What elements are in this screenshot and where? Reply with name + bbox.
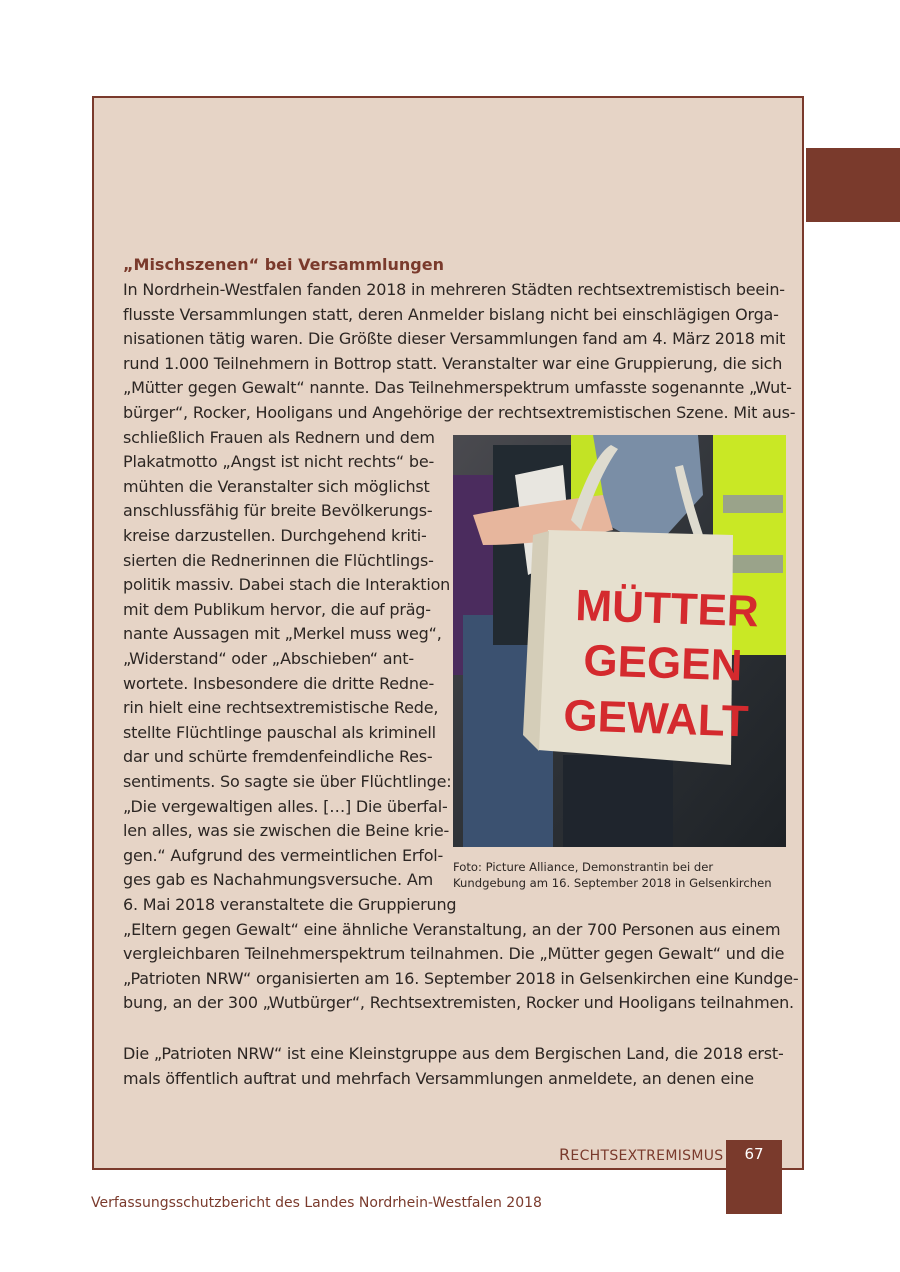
text-line: mals öffentlich auftrat und mehrfach Versammlungen anmeldete, an denen eine — [123, 1068, 754, 1088]
text-line: bürger“, Rocker, Hooligans und Angehörige der rechtsextremistischen Szene. Mit aus- — [123, 402, 796, 422]
bag-text-line-2: GEGEN — [582, 636, 744, 691]
text-line: politik massiv. Dabei stach die Interaktion — [123, 575, 451, 595]
chapter-tab-marker — [806, 148, 900, 222]
text-line: rin hielt eine rechtsextremistische Rede, — [123, 698, 439, 718]
text-line: ges gab es Nachahmungsversuche. Am — [123, 870, 433, 890]
text-line: In Nordrhein-Westfalen fanden 2018 in mehreren Städten rechtsextremistisch beein- — [123, 280, 785, 299]
section-label-rest: ECHTSEXTREMISMUS — [570, 1148, 724, 1164]
text-line: 6. Mai 2018 veranstaltete die Gruppierung — [123, 894, 457, 914]
text-line: Plakatmotto „Angst ist nicht rechts“ be- — [123, 452, 435, 472]
text-line: „Mütter gegen Gewalt“ nannte. Das Teilnehmerspektrum umfasste sogenannte „Wut- — [123, 378, 792, 398]
text-line: Die „Patrioten NRW“ ist eine Kleinstgruppe aus dem Bergischen Land, die 2018 erst- — [123, 1044, 784, 1063]
section-label — [559, 1145, 723, 1164]
demonstration-photo — [453, 435, 786, 847]
text-line: „Eltern gegen Gewalt“ eine ähnliche Veranstaltung, an der 700 Personen aus einem — [123, 919, 781, 939]
text-line: mit dem Publikum hervor, die auf präg- — [123, 599, 431, 619]
caption-line: Kundgebung am 16. September 2018 in Gelsenkirchen — [453, 876, 772, 890]
section-label-initial: R — [559, 1145, 571, 1164]
section-heading: „Mischszenen“ bei Versammlungen — [123, 255, 444, 274]
text-line: „Widerstand“ oder „Abschieben“ ant- — [123, 648, 414, 668]
text-line: nisationen tätig waren. Die Größte dieser Versammlungen fand am 4. März 2018 mit — [123, 329, 786, 349]
text-line: len alles, was sie zwischen die Beine krie- — [123, 821, 450, 841]
text-line: sierten die Rednerinnen die Flüchtlings- — [123, 550, 434, 570]
paragraph-1-tail — [123, 918, 799, 1016]
text-line: anschlussfähig für breite Bevölkerungs- — [123, 501, 433, 521]
text-line: stellte Flüchtlinge pauschal als kriminell — [123, 722, 436, 742]
text-line: rund 1.000 Teilnehmern in Bottrop statt. Veranstalter war eine Gruppierung, die sich — [123, 353, 783, 373]
paragraph-2 — [123, 1042, 783, 1091]
text-line: „Patrioten NRW“ organisierten am 16. September 2018 in Gelsenkirchen eine Kundge- — [123, 968, 799, 988]
bag-text-line-1: MÜTTER — [574, 581, 760, 637]
page-number: 67 — [744, 1145, 764, 1163]
text-line: wortete. Insbesondere die dritte Redne- — [123, 673, 435, 693]
photo-caption — [453, 859, 783, 891]
text-line: vergleichbaren Teilnehmerspektrum teilnahmen. Die „Mütter gegen Gewalt“ und die — [123, 944, 785, 964]
text-line: bung, an der 300 „Wutbürger“, Rechtsextremisten, Rocker und Hooligans teilnahmen. — [123, 993, 794, 1013]
text-line: gen.“ Aufgrund des vermeintlichen Erfol- — [123, 845, 444, 865]
text-line: flusste Versammlungen statt, deren Anmelder bislang nicht bei einschlägigen Orga- — [123, 304, 779, 324]
text-line: „Die vergewaltigen alles. […] Die überfal- — [123, 796, 448, 816]
text-line: mühten die Veranstalter sich möglichst — [123, 476, 430, 496]
paragraph-1-column — [123, 426, 457, 918]
report-title: Verfassungsschutzbericht des Landes Nordrhein-Westfalen 2018 — [91, 1195, 542, 1211]
bag-text-line-3: GEWALT — [562, 691, 750, 747]
text-line: nante Aussagen mit „Merkel muss weg“, — [123, 624, 442, 644]
text-line: dar und schürte fremdenfeindliche Res- — [123, 747, 433, 767]
text-line: schließlich Frauen als Rednern und dem — [123, 427, 435, 447]
paragraph-1-intro — [123, 278, 796, 426]
text-line: kreise darzustellen. Durchgehend kriti- — [123, 525, 427, 545]
text-line: sentiments. So sagte sie über Flüchtlinge: — [123, 771, 452, 791]
caption-line: Foto: Picture Alliance, Demonstrantin bei der — [453, 860, 714, 874]
